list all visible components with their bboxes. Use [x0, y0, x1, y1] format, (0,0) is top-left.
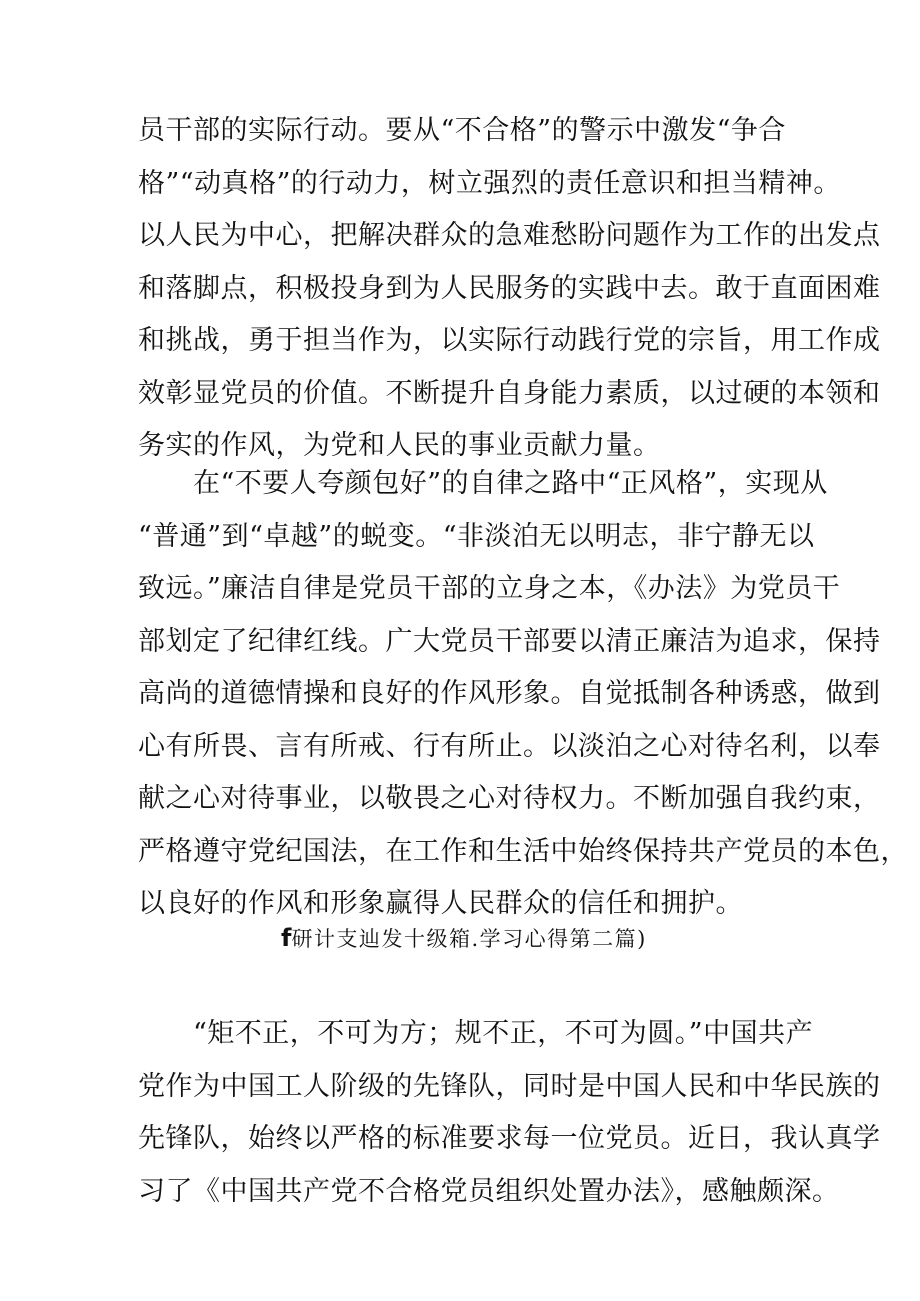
text-line: “普通”到“卓越”的蜕变。“非淡泊无以明志，非宁静无以 [138, 520, 815, 552]
text-line: 致远。”廉洁自律是党员干部的立身之本，《办法》为党员干 [138, 573, 841, 604]
text-line: 格”“动真格”的行动力，树立强烈的责任意识和担当精神。 [138, 167, 841, 199]
paragraph-2 [138, 458, 908, 983]
text-line: 务实的作风，为党和人民的事业贡献力量。 [138, 430, 661, 461]
text-line: 习了《中国共产党不合格党员组织处置办法》，感触颇深。 [138, 1175, 840, 1207]
text-line: 心有所畏、言有所戒、行有所止。以淡泊之心对待名利，以奉 [138, 730, 881, 762]
paragraph-1 [138, 105, 881, 473]
paragraph-3 [138, 1008, 881, 1218]
section-heading-text: 研计支辿发十级箱.学习心得第二篇) [291, 927, 647, 951]
text-line: “矩不正，不可为方；规不正，不可为圆。”中国共产 [138, 1018, 814, 1049]
text-line: 在“不要人夸颜包好”的自律之路中“正风格”，实现从 [138, 468, 828, 499]
text-line: 先锋队，始终以严格的标准要求每一位党员。近日，我认真学 [138, 1123, 881, 1154]
text-line: 严格遵守党纪国法，在工作和生活中始终保持共产党员的本色， [138, 835, 908, 867]
text-line: 效彰显党员的价值。不断提升自身能力素质，以过硬的本领和 [138, 377, 881, 409]
text-line: 以人民为中心，把解决群众的急难愁盼问题作为工作的出发点 [138, 220, 881, 251]
text-line: 党作为中国工人阶级的先锋队，同时是中国人民和中华民族的 [138, 1070, 881, 1102]
text-line: 和落脚点，积极投身到为人民服务的实践中去。敢于直面困难 [138, 272, 881, 304]
text-line: 高尚的道德情操和良好的作风形象。自觉抵制各种诱惑，做到 [138, 678, 881, 709]
section-heading-lead: f [281, 924, 292, 952]
section-heading [281, 918, 647, 958]
text-line: 献之心对待事业，以敬畏之心对待权力。不断加强自我约束， [138, 783, 881, 814]
text-line: 以良好的作风和形象赢得人民群众的信任和拥护。 [138, 888, 743, 919]
text-line: 和挑战，勇于担当作为，以实际行动践行党的宗旨，用工作成 [138, 325, 881, 356]
text-line: 员干部的实际行动。要从“不合格”的警示中激发“争合 [138, 115, 786, 146]
text-line: 部划定了纪律红线。广大党员干部要以清正廉洁为追求，保持 [138, 625, 881, 657]
